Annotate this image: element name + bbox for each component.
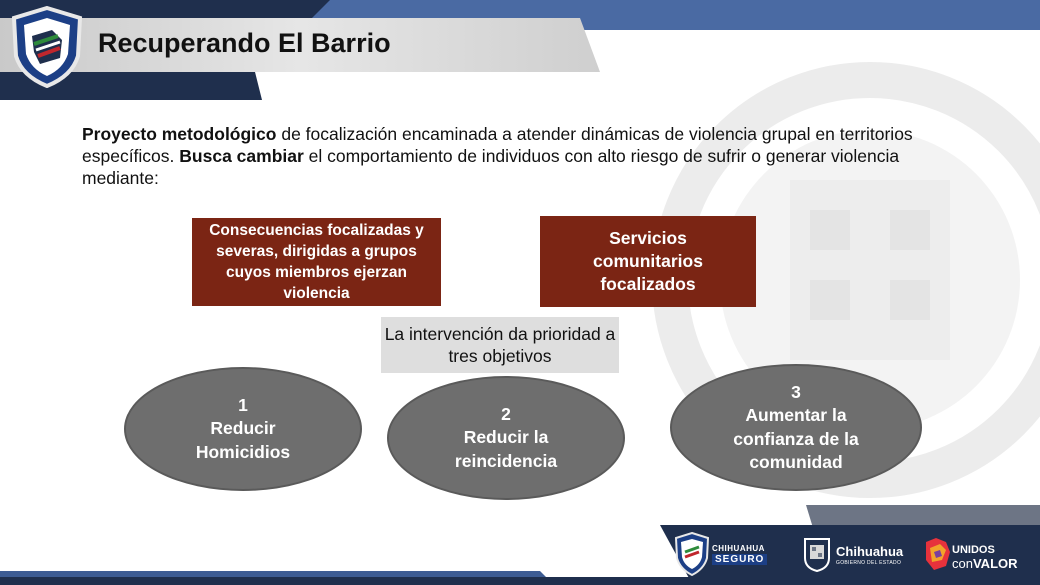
chihuahua-seguro-badge-icon (10, 6, 84, 88)
intro-bold-1: Proyecto metodológico (82, 124, 277, 144)
gobierno-del-estado-text: GOBIERNO DEL ESTADO (836, 560, 902, 566)
page-title: Recuperando El Barrio (98, 28, 391, 58)
chihuahua-seguro-top-text: CHIHUAHUA (712, 544, 765, 553)
state-map-icon (922, 536, 952, 572)
intro-bold-2: Busca cambiar (179, 146, 304, 166)
priority-objectives-text: La intervención da prioridad a tres objetivos (384, 324, 616, 366)
state-shield-icon (802, 536, 832, 572)
intro-text-1: de focalización encaminada a atender dinámicas de violencia grupal en territorios específicos. (82, 124, 913, 166)
objective-1-ellipse (124, 367, 362, 491)
intro-paragraph (82, 123, 962, 189)
intro-text-2: el comportamiento de individuos con alto riesgo de sufrir o generar violencia mediante: (82, 146, 900, 188)
con-text: con (952, 556, 973, 571)
unidos-text: UNIDOS (952, 544, 995, 556)
gobierno-chihuahua-logo (802, 536, 912, 576)
valor-text: VALOR (972, 556, 1018, 571)
community-services-box (540, 216, 756, 307)
objective-number: 2 (501, 403, 511, 424)
priority-objectives-box (381, 317, 619, 373)
chihuahua-seguro-bottom-text: SEGURO (712, 554, 767, 565)
community-services-text: Servicios comunitarios focalizados (593, 228, 703, 294)
objective-label: Reducir la reincidencia (454, 427, 558, 471)
objective-label: Reducir Homicidios (195, 418, 291, 462)
footer-logos (672, 530, 1032, 580)
unidos-con-valor-logo (922, 536, 1032, 576)
objective-number: 1 (238, 394, 248, 415)
objective-2-ellipse (387, 376, 625, 500)
chihuahua-seguro-logo (672, 530, 780, 578)
focused-consequences-box (192, 218, 441, 306)
con-valor-text (952, 556, 1018, 571)
chihuahua-seguro-shield-icon (674, 532, 710, 576)
objective-label: Aumentar la confianza de la comunidad (733, 405, 859, 472)
objective-number: 3 (791, 381, 801, 402)
focused-consequences-text: Consecuencias focalizadas y severas, dirigidas a grupos cuyos miembros ejerzan violencia (209, 222, 424, 302)
chihuahua-name-text: Chihuahua (836, 544, 904, 559)
objective-3-ellipse (670, 364, 922, 491)
